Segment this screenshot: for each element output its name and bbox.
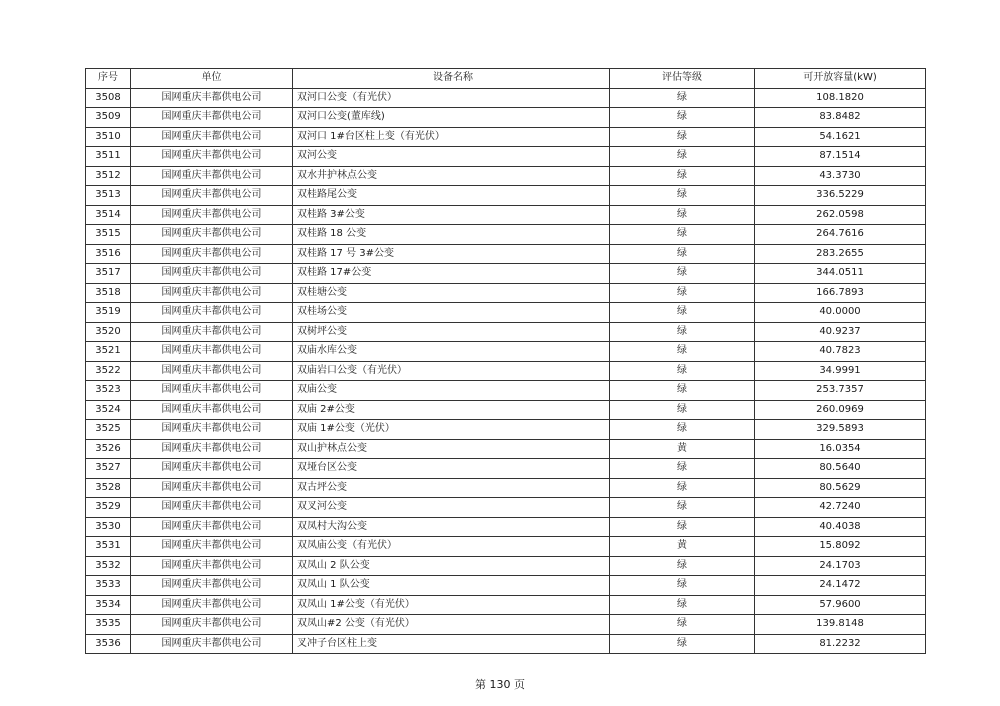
cell-device-name: 双凤山 2 队公变 (293, 556, 610, 576)
cell-device-name: 双凤村大沟公变 (293, 517, 610, 537)
cell-device-name: 双凤庙公变（有光伏） (293, 537, 610, 557)
cell-device-name: 双凤山 1 队公变 (293, 576, 610, 596)
cell-device-name: 双桂塘公变 (293, 283, 610, 303)
cell-unit: 国网重庆丰都供电公司 (131, 595, 293, 615)
cell-device-name: 双桂路 17#公变 (293, 264, 610, 284)
page-number: 第 130 页 (475, 678, 525, 691)
table-row (86, 264, 926, 284)
table-row (86, 147, 926, 167)
cell-unit: 国网重庆丰都供电公司 (131, 556, 293, 576)
cell-serial-no: 3512 (86, 166, 131, 186)
cell-unit: 国网重庆丰都供电公司 (131, 127, 293, 147)
cell-grade: 绿 (610, 322, 755, 342)
table-row (86, 517, 926, 537)
cell-device-name: 双凤山#2 公变（有光伏） (293, 615, 610, 635)
header-serial-no: 序号 (86, 69, 131, 89)
cell-grade: 绿 (610, 225, 755, 245)
cell-grade: 绿 (610, 595, 755, 615)
cell-device-name: 双垭台区公变 (293, 459, 610, 479)
cell-grade: 黄 (610, 537, 755, 557)
cell-capacity: 15.8092 (755, 537, 926, 557)
table-row (86, 322, 926, 342)
cell-grade: 绿 (610, 186, 755, 206)
cell-serial-no: 3525 (86, 420, 131, 440)
table-row (86, 400, 926, 420)
cell-serial-no: 3533 (86, 576, 131, 596)
cell-device-name: 双叉河公变 (293, 498, 610, 518)
cell-grade: 绿 (610, 88, 755, 108)
table-row (86, 88, 926, 108)
cell-device-name: 双河口 1#台区柱上变（有光伏） (293, 127, 610, 147)
cell-capacity: 40.7823 (755, 342, 926, 362)
cell-serial-no: 3528 (86, 478, 131, 498)
cell-device-name: 双河公变 (293, 147, 610, 167)
cell-capacity: 43.3730 (755, 166, 926, 186)
cell-capacity: 166.7893 (755, 283, 926, 303)
cell-unit: 国网重庆丰都供电公司 (131, 420, 293, 440)
cell-serial-no: 3535 (86, 615, 131, 635)
cell-unit: 国网重庆丰都供电公司 (131, 186, 293, 206)
cell-serial-no: 3527 (86, 459, 131, 479)
table-row (86, 244, 926, 264)
cell-grade: 绿 (610, 166, 755, 186)
cell-unit: 国网重庆丰都供电公司 (131, 498, 293, 518)
cell-serial-no: 3526 (86, 439, 131, 459)
cell-capacity: 80.5640 (755, 459, 926, 479)
cell-unit: 国网重庆丰都供电公司 (131, 615, 293, 635)
cell-capacity: 24.1703 (755, 556, 926, 576)
cell-capacity: 253.7357 (755, 381, 926, 401)
cell-capacity: 264.7616 (755, 225, 926, 245)
table-row (86, 595, 926, 615)
cell-capacity: 40.4038 (755, 517, 926, 537)
cell-grade: 绿 (610, 283, 755, 303)
cell-grade: 绿 (610, 459, 755, 479)
cell-device-name: 双庙水库公变 (293, 342, 610, 362)
cell-unit: 国网重庆丰都供电公司 (131, 166, 293, 186)
cell-serial-no: 3530 (86, 517, 131, 537)
table-row (86, 342, 926, 362)
cell-unit: 国网重庆丰都供电公司 (131, 244, 293, 264)
cell-grade: 绿 (610, 361, 755, 381)
cell-unit: 国网重庆丰都供电公司 (131, 517, 293, 537)
cell-capacity: 344.0511 (755, 264, 926, 284)
cell-serial-no: 3518 (86, 283, 131, 303)
cell-unit: 国网重庆丰都供电公司 (131, 88, 293, 108)
cell-serial-no: 3508 (86, 88, 131, 108)
cell-capacity: 57.9600 (755, 595, 926, 615)
cell-capacity: 80.5629 (755, 478, 926, 498)
table-row (86, 439, 926, 459)
cell-grade: 绿 (610, 517, 755, 537)
cell-device-name: 双树坪公变 (293, 322, 610, 342)
cell-unit: 国网重庆丰都供电公司 (131, 439, 293, 459)
cell-unit: 国网重庆丰都供电公司 (131, 576, 293, 596)
cell-grade: 绿 (610, 108, 755, 128)
cell-grade: 绿 (610, 303, 755, 323)
table-row (86, 381, 926, 401)
cell-unit: 国网重庆丰都供电公司 (131, 400, 293, 420)
cell-capacity: 108.1820 (755, 88, 926, 108)
cell-serial-no: 3511 (86, 147, 131, 167)
cell-serial-no: 3531 (86, 537, 131, 557)
cell-grade: 绿 (610, 498, 755, 518)
cell-unit: 国网重庆丰都供电公司 (131, 108, 293, 128)
cell-serial-no: 3532 (86, 556, 131, 576)
cell-unit: 国网重庆丰都供电公司 (131, 342, 293, 362)
cell-capacity: 329.5893 (755, 420, 926, 440)
cell-device-name: 双庙 2#公变 (293, 400, 610, 420)
table-body (86, 88, 926, 654)
cell-unit: 国网重庆丰都供电公司 (131, 459, 293, 479)
table-row (86, 127, 926, 147)
cell-serial-no: 3523 (86, 381, 131, 401)
cell-grade: 绿 (610, 244, 755, 264)
table-row (86, 205, 926, 225)
cell-capacity: 139.8148 (755, 615, 926, 635)
table-row (86, 459, 926, 479)
header-device-name: 设备名称 (293, 69, 610, 89)
table-row (86, 498, 926, 518)
table-row (86, 361, 926, 381)
cell-serial-no: 3524 (86, 400, 131, 420)
cell-serial-no: 3514 (86, 205, 131, 225)
cell-device-name: 双桂路 18 公变 (293, 225, 610, 245)
table-row (86, 537, 926, 557)
table-row (86, 634, 926, 654)
cell-grade: 绿 (610, 381, 755, 401)
cell-grade: 绿 (610, 478, 755, 498)
table-row (86, 556, 926, 576)
cell-device-name: 双凤山 1#公变（有光伏） (293, 595, 610, 615)
cell-serial-no: 3517 (86, 264, 131, 284)
cell-device-name: 双桂路 3#公变 (293, 205, 610, 225)
cell-serial-no: 3509 (86, 108, 131, 128)
header-grade: 评估等级 (610, 69, 755, 89)
table-row (86, 108, 926, 128)
table-row (86, 615, 926, 635)
cell-unit: 国网重庆丰都供电公司 (131, 264, 293, 284)
table-row (86, 186, 926, 206)
cell-device-name: 双桂场公变 (293, 303, 610, 323)
cell-serial-no: 3513 (86, 186, 131, 206)
cell-capacity: 34.9991 (755, 361, 926, 381)
cell-serial-no: 3534 (86, 595, 131, 615)
table-row (86, 576, 926, 596)
cell-unit: 国网重庆丰都供电公司 (131, 205, 293, 225)
cell-grade: 绿 (610, 576, 755, 596)
cell-capacity: 83.8482 (755, 108, 926, 128)
cell-capacity: 81.2232 (755, 634, 926, 654)
cell-serial-no: 3529 (86, 498, 131, 518)
cell-device-name: 双河口公变（有光伏） (293, 88, 610, 108)
cell-unit: 国网重庆丰都供电公司 (131, 381, 293, 401)
cell-grade: 绿 (610, 264, 755, 284)
cell-unit: 国网重庆丰都供电公司 (131, 283, 293, 303)
cell-serial-no: 3510 (86, 127, 131, 147)
capacity-table (85, 68, 926, 654)
cell-grade: 绿 (610, 634, 755, 654)
cell-capacity: 260.0969 (755, 400, 926, 420)
cell-capacity: 40.0000 (755, 303, 926, 323)
header-unit: 单位 (131, 69, 293, 89)
cell-device-name: 双河口公变(董库线) (293, 108, 610, 128)
cell-device-name: 双庙 1#公变（光伏） (293, 420, 610, 440)
cell-capacity: 16.0354 (755, 439, 926, 459)
table-row (86, 225, 926, 245)
header-capacity: 可开放容量(kW) (755, 69, 926, 89)
cell-unit: 国网重庆丰都供电公司 (131, 478, 293, 498)
cell-unit: 国网重庆丰都供电公司 (131, 147, 293, 167)
table-header-row (86, 69, 926, 89)
cell-grade: 绿 (610, 420, 755, 440)
cell-capacity: 336.5229 (755, 186, 926, 206)
table-row (86, 478, 926, 498)
cell-grade: 绿 (610, 205, 755, 225)
cell-capacity: 283.2655 (755, 244, 926, 264)
cell-device-name: 叉冲子台区柱上变 (293, 634, 610, 654)
cell-capacity: 87.1514 (755, 147, 926, 167)
table-row (86, 303, 926, 323)
cell-grade: 绿 (610, 342, 755, 362)
cell-device-name: 双桂路尾公变 (293, 186, 610, 206)
table-row (86, 420, 926, 440)
table-row (86, 283, 926, 303)
cell-unit: 国网重庆丰都供电公司 (131, 322, 293, 342)
table-row (86, 166, 926, 186)
cell-grade: 绿 (610, 556, 755, 576)
cell-serial-no: 3515 (86, 225, 131, 245)
cell-capacity: 262.0598 (755, 205, 926, 225)
cell-capacity: 42.7240 (755, 498, 926, 518)
cell-unit: 国网重庆丰都供电公司 (131, 303, 293, 323)
cell-device-name: 双水井护林点公变 (293, 166, 610, 186)
cell-grade: 绿 (610, 147, 755, 167)
cell-serial-no: 3522 (86, 361, 131, 381)
cell-device-name: 双庙岩口公变（有光伏） (293, 361, 610, 381)
cell-serial-no: 3520 (86, 322, 131, 342)
cell-unit: 国网重庆丰都供电公司 (131, 361, 293, 381)
cell-grade: 绿 (610, 127, 755, 147)
cell-capacity: 24.1472 (755, 576, 926, 596)
cell-device-name: 双古坪公变 (293, 478, 610, 498)
cell-serial-no: 3519 (86, 303, 131, 323)
cell-device-name: 双庙公变 (293, 381, 610, 401)
cell-grade: 绿 (610, 400, 755, 420)
cell-unit: 国网重庆丰都供电公司 (131, 537, 293, 557)
cell-device-name: 双桂路 17 号 3#公变 (293, 244, 610, 264)
cell-unit: 国网重庆丰都供电公司 (131, 225, 293, 245)
cell-serial-no: 3521 (86, 342, 131, 362)
cell-unit: 国网重庆丰都供电公司 (131, 634, 293, 654)
cell-serial-no: 3516 (86, 244, 131, 264)
cell-grade: 绿 (610, 615, 755, 635)
cell-capacity: 40.9237 (755, 322, 926, 342)
cell-grade: 黄 (610, 439, 755, 459)
cell-serial-no: 3536 (86, 634, 131, 654)
cell-capacity: 54.1621 (755, 127, 926, 147)
cell-device-name: 双山护林点公变 (293, 439, 610, 459)
